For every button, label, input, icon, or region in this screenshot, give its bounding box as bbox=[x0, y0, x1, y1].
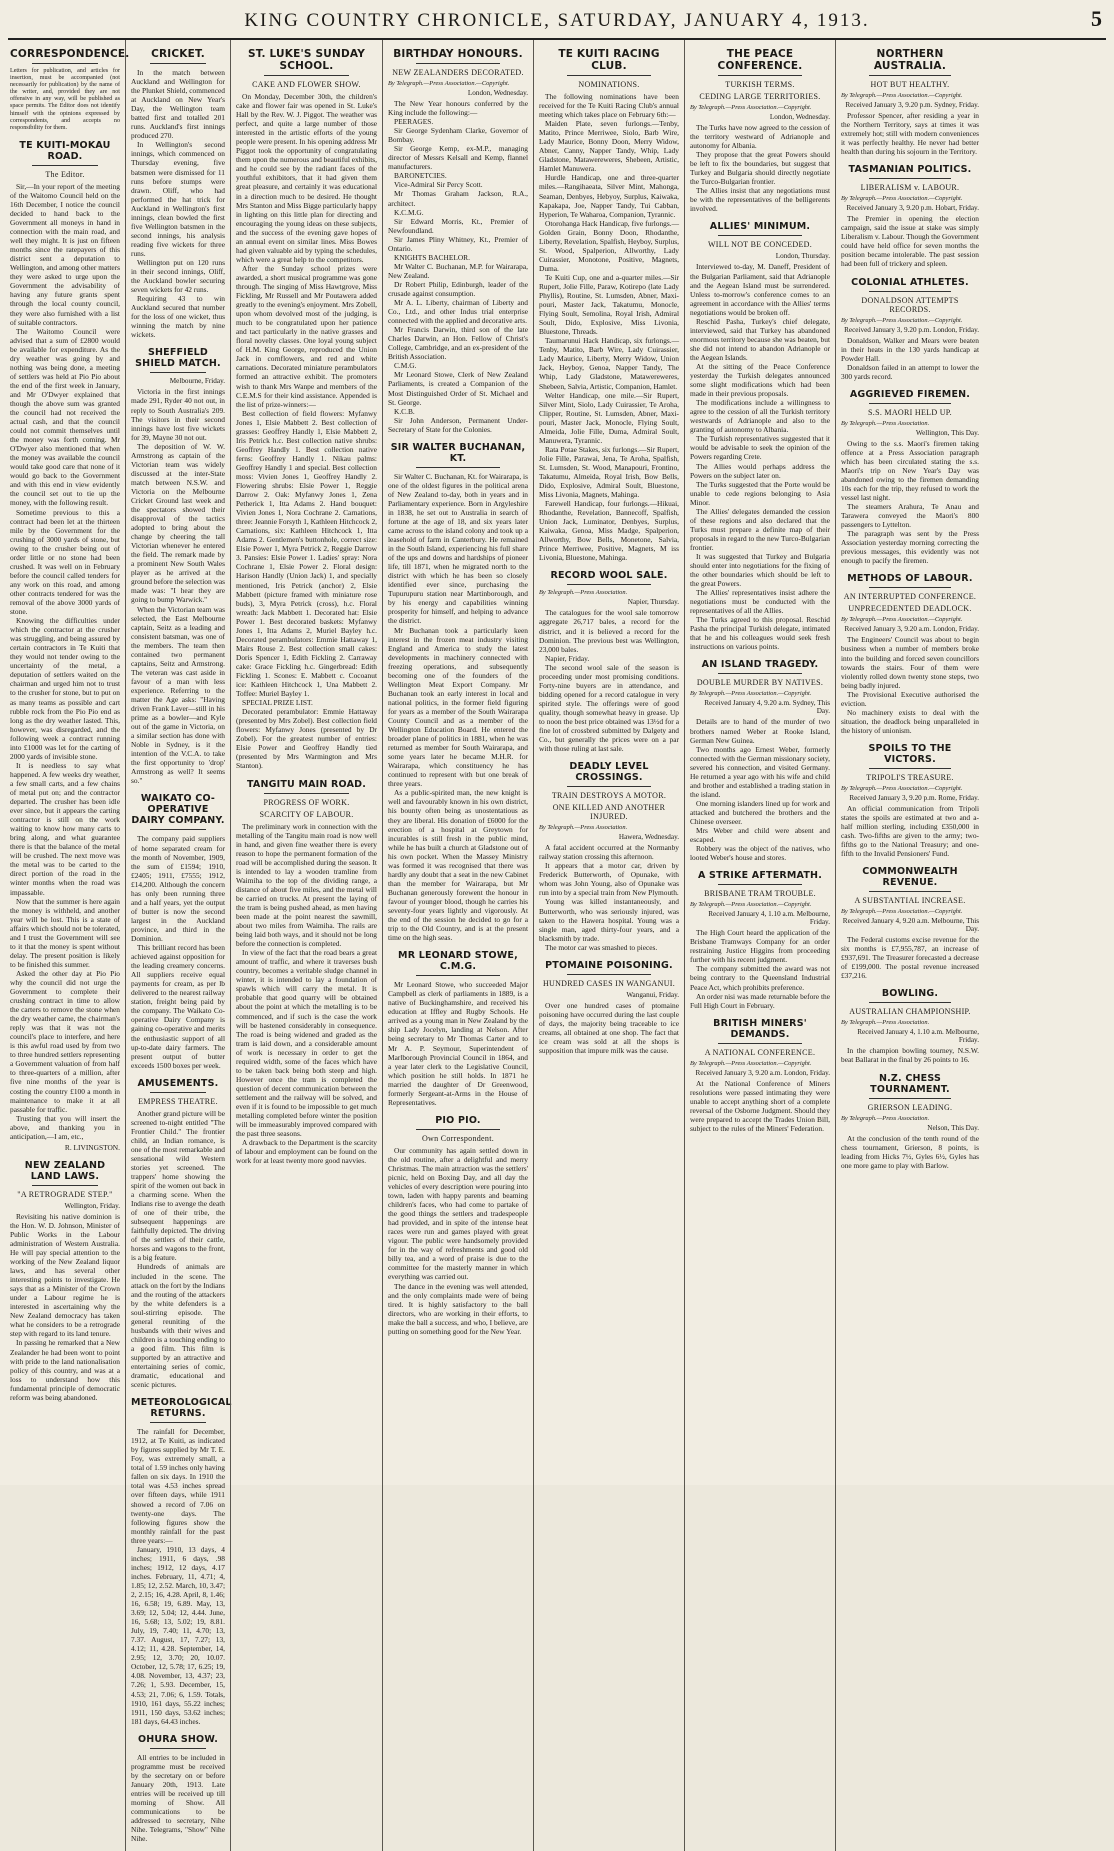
headline-rule bbox=[32, 63, 98, 64]
paragraph: KNIGHTS BACHELOR. bbox=[394, 252, 470, 262]
paragraph: Napier, Friday. bbox=[545, 653, 590, 663]
paragraph: Donaldson, Walker and Mears were beaten in their heats in the 130 yards handicap at Powder Hall. bbox=[841, 335, 979, 363]
article-headline: TE KUITI RACING CLUB. bbox=[558, 48, 660, 72]
paragraph: Sir James Pliny Whitney, Kt., Premier of Ontario. bbox=[388, 234, 528, 253]
paragraph: The following nominations have been received for the Te Kuiti Racing Club's annual meeting which takes place on February 6th:— bbox=[539, 92, 679, 120]
paragraph: Sir John Anderson, Permanent Under-Secretary of State for the Colonies. bbox=[388, 415, 528, 434]
article bbox=[10, 48, 130, 132]
article-subhead: BRISBANE TRAM TROUBLE. bbox=[704, 889, 816, 899]
article-headline: TE KUITI-MOKAU ROAD. bbox=[19, 139, 111, 162]
article-headline: AGGRIEVED FIREMEN. bbox=[849, 388, 971, 400]
article bbox=[690, 1018, 830, 1133]
article-subhead: DONALDSON ATTEMPTS RECORDS. bbox=[861, 295, 959, 314]
paragraph: The Allies would perhaps address the Powers on the subject later on. bbox=[690, 461, 830, 480]
paragraph: It is needless to say what happened. A few weeks dry weather, a few small carts, and a few chains of metal put on; and the contractor departed. The crusher has been idle ever since, but it appears the carting contractor is still on the work waiting to know how many carts to bring along, and what guarantee there is that the balance of the metal will be crushed. The next move was the metal was to be carted to the direct portion of the road in the winter months when the road was impassable. bbox=[10, 760, 120, 897]
dateline: Wellington, This Day. bbox=[915, 428, 979, 437]
wire-credit: By Telegraph.—Press Association.—Copyright. bbox=[690, 1059, 812, 1067]
column-6 bbox=[684, 40, 835, 1851]
headline-rule bbox=[416, 467, 500, 468]
headline-rule bbox=[264, 793, 349, 794]
headline-rule bbox=[869, 891, 952, 892]
dateline: Nelson, This Day. bbox=[927, 1123, 979, 1132]
article-subhead: Own Correspondent. bbox=[421, 1133, 495, 1143]
paragraph: At the sitting of the Peace Conference yesterday the Turkish delegates announced some slight modifications which had been made in their previous proposals. bbox=[690, 361, 830, 399]
article-headline: METHODS OF LABOUR. bbox=[847, 573, 973, 585]
wire-credit: By Telegraph.—Press Association.—Copyright. bbox=[841, 92, 963, 99]
article-headline: METEOROLOGICAL RETURNS. bbox=[131, 1397, 232, 1420]
headline-rule bbox=[869, 75, 952, 76]
headline-rule bbox=[416, 1129, 500, 1130]
paragraph: Sir Edward Morris, Kt., Premier of Newfoundland. bbox=[388, 216, 528, 235]
article bbox=[131, 1397, 232, 1726]
paragraph: Trusting that you will insert the above, and thanking you in anticipation,—I am, etc., bbox=[10, 1113, 120, 1141]
paragraph: The Allies insist that any negotiations must be with the representatives of the belligerents involved. bbox=[690, 186, 830, 214]
paragraph: K.C.B. bbox=[394, 406, 415, 416]
paragraph: Decorated perambulator: Emmie Hattaway (presented by Mrs Zobel). Best collection field flowers: Myfanwy Jones (presented by Dr Zobel). For the greatest number of entries: Elsie Power and Geoffrey Handly tied (presented by Mrs Warmington and Mrs Stanton). bbox=[236, 707, 377, 771]
paragraph: The Federal customs excise revenue for the six months is £7,955,787, an increase of £937,691. The Treasurer forecasted a decrease of £199,000. The postal revenue increased £37,216. bbox=[841, 935, 979, 981]
paragraph: Mr A. L. Liberty, chairman of Liberty and Co., Ltd., and other Indus trial enterprise connected with the applied and decorative arts. bbox=[388, 298, 528, 326]
wire-credit: By Telegraph.—Press Association.—Copyright. bbox=[690, 690, 812, 698]
dateline: Hawera, Wednesday. bbox=[618, 833, 679, 842]
paragraph: Young was killed instantaneously, and Butterworth, who was seriously injured, was taken to the Hawera hospital. Young was a single man, aged thirty-four years, and a blacksmith by trade. bbox=[539, 897, 679, 943]
wire-credit: By Telegraph.—Press Association.—Copyright. bbox=[841, 908, 963, 916]
column-5 bbox=[533, 40, 684, 1851]
dateline: Received January 4, 1.10 a.m. Melbourne, Friday. bbox=[857, 1028, 979, 1045]
paragraph: The preliminary work in connection with the metalling of the Tangitu main road is now well in hand, and given fine weather there is every reason to hope the permanent formation of the road will be accomplished during the season. It is intended to lay a wooden tramline from Waimiha to the top of the dividing range, a distance of about five miles, and the metal will be carried on trucks. At present the laying of the tram is being pushed ahead, as men having been made at the point nearest the sawmill, about two miles from Waimiha. The rails are being laid both ways, and it should not be long before the connection is completed. bbox=[236, 821, 377, 949]
paragraph: At the National Conference of Miners resolutions were passed intimating they were unable to accept anything short of a complete reversal of the Osborne Judgment. Should they were prepared to accept the Trades Union Bill, subject to the rules of the Miners' Federation. bbox=[690, 1078, 830, 1133]
paragraph: In the match between Auckland and Wellington for the Plunket Shield, commenced at Auckland on New Year's Day, the Wellington team batted first and totalled 201 runs. Auckland's first innings produced 270. bbox=[131, 68, 225, 141]
article-headline: AMUSEMENTS. bbox=[137, 1077, 219, 1089]
article bbox=[539, 761, 679, 952]
article bbox=[131, 1734, 225, 1843]
paragraph: The Allies' delegates demanded the cession of these regions and also declared that the Turks must prepare a definite map of their proposals in regard to the new Turco-Bulgarian frontier. bbox=[690, 506, 830, 552]
article-subhead: HOT BUT HEALTHY. bbox=[870, 80, 950, 89]
article bbox=[690, 659, 830, 862]
article-headline: THE PEACE CONFERENCE. bbox=[717, 48, 803, 72]
dateline: Received January 3, 9.20 a.m. London, Friday. bbox=[695, 1068, 830, 1077]
article-subhead: LIBERALISM v. LABOUR. bbox=[860, 183, 960, 193]
dateline: Napier, Thursday. bbox=[627, 598, 679, 607]
article-headline: BOWLING. bbox=[881, 988, 939, 1000]
paragraph: After the Sunday school prizes were awarded, a short musical programme was gone through. The singing of Miss Hawtgrove, Miss Fickling, Mr Russell and Mr Poutawera added greatly to the evening's enjoyment. Mrs Zobell, upon whom devolved most of the judging, is much to be congratulated upon her patience and tact particularly in the native grasses and floral novelty classes. One loyal young subject of H.M. King George, reproduced the Union Jack in cornflowers, and red and white carnations. Decorated miniature perambulators formed an attractive exhibit. The promoters wish to thank Mrs Wanpe and members of the C.E.M.S for their kind assistance. Appended is the list of prize-winners:— bbox=[236, 263, 377, 409]
paragraph: When the Victorian team was selected, the East Melbourne captain, Seitz as a leading and consistent batsman, was one of the members. The team then contained two permanent captains, Seitz and Armstrong. The veteran was cast aside in favour of a man with less experience. Referring to the matter the Age asks: "Having driven Frank Laver—still in his prime as a bowler—and Kyle out of the game in Victoria, on a similar section has done with Noble in Sydney, is it the intention of the V.C.A. to take the first opportunity to 'drop' Armstrong as well? It seems so." bbox=[131, 604, 225, 786]
wire-credit: By Telegraph.—Press Association.—Copyright. bbox=[841, 616, 963, 624]
paragraph: The deposition of W. W. Armstrong as captain of the Victorian team was widely discussed at the inter-State match between N.S.W. and Victoria on the Melbourne Cricket Ground last week and the spectators showed their disapproval of the tactics adopted to bring about the change by cheering the tall Victorian whenever he entered the field. The remark made by a prominent New South Wales player as he arrived at the ground before the selection was made was: "I hear they are going to bump Warwick." bbox=[131, 441, 225, 605]
paragraph: Robbery was the object of the natives, who looted Weber's house and stores. bbox=[690, 844, 830, 863]
paragraph: The Turkish representatives suggested that it would be advisable to seek the opinion of the Powers regarding Crete. bbox=[690, 434, 830, 462]
paragraph: The steamers Arahura, Te Anau and Tarawera conveyed the Maori's 800 passengers to Lyttelton. bbox=[841, 502, 979, 530]
paragraph: It was suggested that Turkey and Bulgaria should enter into negotiations for the fixing of the other boundaries which should be left to the great Powers. bbox=[690, 551, 830, 589]
headline-rule bbox=[264, 75, 349, 76]
headline-rule bbox=[150, 372, 206, 373]
wire-credit: By Telegraph.—Press Association. bbox=[841, 1114, 930, 1122]
paragraph: Reschid Pasha, Turkey's chief delegate, interviewed, said that Turkey has abandoned enormous territory because she was beaten, but she did not intend to abandon Adrianople or the Aegean Islands. bbox=[690, 316, 830, 362]
paragraph: One morning islanders lined up for work and attacked and butchered the brothers and the Chinese overseer. bbox=[690, 798, 830, 826]
article-headline: WAIKATO CO-OPERATIVE DAIRY COMPANY. bbox=[131, 793, 225, 827]
article-headline: BIRTHDAY HONOURS. bbox=[393, 48, 523, 60]
paragraph: The modifications include a willingness to agree to the cession of all the Turkish territory westwards of Adrianople and also to the granting of autonomy to Albania. bbox=[690, 398, 830, 435]
article bbox=[841, 1073, 979, 1170]
article bbox=[388, 950, 528, 1107]
dateline: Received January 3, 9.20 p.m. Hobart, Friday. bbox=[846, 204, 979, 213]
paragraph: Interviewed to-day, M. Daneff, President of the Bulgarian Parliament, said that Adrianople and the Aegean Island must be surrendered. Unless to-morrow's conference comes to an agreement in accordance with the Allies' terms negotiations would be broken off. bbox=[690, 262, 830, 317]
paragraph: Sir George Kemp, ex-M.P., managing director of Messrs Kelsall and Kemp, flannel manufacturers. bbox=[388, 144, 528, 172]
paragraph: In view of the fact that the road bears a great amount of traffic, and where it traverses bush country, becomes a veritable sludge channel in winter, it is intended to lay a foundation of spawls which will carry the metal. It is probable that good quarry will be obtained about the point at which the metalling is to be commenced, and if such is the case the work will be hastened considerably in consequence. The road is being widened and graded as the tram is laid down, and a considerable amount of work is necessary in order to get the required width, some of the faces which have to be taken back being both steep and high. However once the tram is completed the question of decent communication between the settlement and the railway will be solved, and even if it is found to be impossible to get much metalling completed before winter the position will be immeasurably improved compared with the past three seasons. bbox=[236, 948, 377, 1139]
paragraph: Mr Thomas Graham Jackson, R.A., architect. bbox=[388, 189, 528, 208]
wire-credit: By Telegraph.—Press Association. bbox=[539, 824, 628, 832]
headline-rule bbox=[718, 235, 802, 236]
wire-credit: By Telegraph.—Press Association.—Copyright. bbox=[841, 784, 963, 792]
paragraph: Otorohanga Hack Handicap, five furlongs.—Golden Grain, Bonny Doon, Rhodanthe, Liberty, Revelation, Spalfish, Heyboy, Surplus, St. Wood, Spalperion, Allworthy, Lady Cuirassier, Monotone, Positive, Magnets, Duma. bbox=[539, 218, 679, 273]
paragraph: Professor Spencer, after residing a year in the Northern Territory, says at times it was extremely hot; still with modern conveniences it was perfectly healthy. He never had better health than during his sojourn in the Territory. bbox=[841, 111, 979, 157]
article-subhead: AUSTRALIAN CHAMPIONSHIP. bbox=[849, 1007, 971, 1017]
headline-rule bbox=[869, 403, 952, 404]
dateline: Received January 3, 9.20 p.m. Rome, Friday. bbox=[849, 793, 979, 802]
paragraph: A drawback to the Department is the scarcity of labour and employment can be found on the work for at least twenty more good navvies. bbox=[236, 1138, 377, 1166]
article-subhead: CEDING LARGE TERRITORIES. bbox=[699, 92, 821, 101]
paragraph: The Provisional Executive authorised the eviction. bbox=[841, 689, 979, 708]
article bbox=[841, 743, 979, 858]
wire-credit: By Telegraph.—Press Association.—Copyright. bbox=[690, 901, 812, 909]
article bbox=[539, 48, 679, 562]
article-headline: SIR WALTER BUCHANAN, KT. bbox=[390, 441, 526, 464]
dateline: Received January 3, 9.20 p.m. Sydney, Friday. bbox=[845, 101, 979, 109]
article-subhead: SCARCITY OF LABOUR. bbox=[259, 809, 354, 819]
headline-rule bbox=[718, 673, 802, 674]
paragraph: In passing he remarked that a New Zealander he had been wont to point with pride to the land nationalisation policy of this country, and was at a loss to understand how this fundamental principle of democratic reform was being abandoned. bbox=[10, 1338, 120, 1402]
article-headline: MR LEONARD STOWE, C.M.G. bbox=[398, 950, 518, 973]
article-subhead: PROGRESS OF WORK. bbox=[263, 797, 350, 807]
article-subhead: A NATIONAL CONFERENCE. bbox=[704, 1047, 816, 1057]
paragraph: Now that the summer is here again the money is withheld, and another year will be lost. This is a state of affairs which should not be tolerated, and I trust the Government will see to it that the money is spent without delay. The present position is likely to be finished this summer. bbox=[10, 896, 120, 969]
article-headline: DEADLY LEVEL CROSSINGS. bbox=[569, 761, 649, 784]
paragraph: It appears that a motor car, driven by Frederick Butterworth, of Opunake, with whom was John Young, also of Opunake was run into by a special train from New Plymouth. bbox=[539, 861, 679, 898]
dateline: Received January 3, 9.20 p.m. London, Friday. bbox=[844, 325, 979, 334]
paragraph: Vice-Admiral Sir Percy Scott. bbox=[394, 180, 483, 190]
headline-rule bbox=[567, 786, 651, 787]
paragraph: The Waitomo Council were advised that a sum of £2800 would be available for expenditure. As the dry weather was going by and nothing was being done, a meeting of settlers was held at Pio Pio about the end of the first week in January, and Mr O'Dwyer explained that though the above sum was granted the council had not received the actual cash, and that the council could not commit themselves until the money was forth coming. Mr O'Dwyer also mentioned that when the money was available the council would take good care that none of it would go back to the Government and with this end in view evidently the council set out to tie up the money, with the following result. bbox=[10, 326, 120, 508]
article bbox=[539, 570, 679, 753]
paragraph: Over one hundred cases of ptomaine poisoning have occurred during the last couple of days, the majority being traceable to ice creams, all obtained at one shop. The fact that ice cream was sold at all the shops is supposition that impure milk was the cause. bbox=[539, 1000, 679, 1055]
headline-rule bbox=[150, 829, 206, 830]
headline-rule bbox=[416, 975, 500, 976]
paragraph: Details are to hand of the murder of two brothers named Weber at Rooke Island, German New Guinea. bbox=[690, 717, 830, 745]
article bbox=[388, 442, 528, 942]
headline-rule bbox=[32, 165, 98, 166]
dateline: Received January 3, 9.20 a.m. London, Friday. bbox=[844, 625, 979, 634]
paragraph: Revisiting his native dominion is the Hon. W. D. Johnson, Minister of Public Works in the Labour administration of Western Australia. He will pay special attention to the working of the New Zealand liquor laws, and has several other interesting points to investigate. He says that as a Minister of the Crown under a Labour regime he is interested in ascertaining why the New Zealand democracy has taken what he considers to be a retrograde step with regard to its land tenure. bbox=[10, 1211, 120, 1339]
editorial-notice: Letters for publication, and articles for insertion, must be accompanied (not necessarily for publication) by the name of the writer, and, provided they are not offensive in any way, will be published as space permits. The Editor does not identify himself with the opinions expressed by correspondents, and accepts no responsibility for them. bbox=[10, 68, 120, 131]
article-subhead: HUNDRED CASES IN WANGANUI. bbox=[542, 978, 676, 988]
paragraph: Sir,—In your report of the meeting of the Waitomo Council held on the 16th December, I notice the council decided to hand back to the Government all moneys in hand in connection with the main road, and well they might. It is just on fifteen months since the ratepayers of this district sent a deputation to Wellington, and among other matters they were asked to urge upon the Government the advisability of having any future grants spent through the local county council, they were also furnished with a list of suitable contractors. bbox=[10, 181, 120, 327]
paragraph: They propose that the great Powers should be left to fix the boundaries, but suggest that Turkey and Bulgaria should directly negotiate the Turco-Bulgarian frontier. bbox=[690, 150, 830, 187]
paragraph: Sir Walter C. Buchanan, Kt. for Wairarapa, is one of the oldest figures in the political arena of New Zealand to-day, both in years and in Parliamentary experience. Born in Argyleshire in 1838, he set out to Australia in search of fortune at the age of 18, and six years later came across to the island colony and took up a leasehold of farm in Canterbury. He remained in the South Island, experiencing his full share of the ups and downs and hardships of pioneer life, till 1871, when he migrated north to the district with which he has been so closely identified ever since, purchasing the Tupurupuru station near Martinborough, and by his energy and capabilities winning prosperity for himself, and helping to advance the district. bbox=[388, 471, 528, 626]
article bbox=[690, 221, 830, 651]
paragraph: The Premier in opening the election campaign, said the issue at stake was simply Liberalism v. Labour. Though the Government could have held office for seven months the position became intolerable. The past session had been full of trickery and spleen. bbox=[841, 214, 979, 269]
paragraph: SPECIAL PRIZE LIST. bbox=[242, 698, 313, 708]
paragraph: Sir George Sydenham Clarke, Governor of Bombay. bbox=[388, 126, 528, 145]
paragraph: The second wool sale of the season is proceeding under most promising conditions. Forty-nine buyers are in attendance, and bidding opened for a record catalogue in very spirited style. The offerings were of good quality, though somewhat heavy in grease. Up to noon the best price obtained was 13½d for a fine lot of crossbred submitted by Dalgety and Co., but generally the prices were on a par with those ruling at last sale. bbox=[539, 662, 679, 754]
paragraph: This brilliant record has been achieved against opposition for the leading creamery concerns. All suppliers receive equal payments for cream, as per lb delivered to the nearest railway station, freight being paid by the company. The Waikato Co-operative Dairy Company is gaining co-operative and merits the enthusiastic support of all up-to-date dairy farmers. The present output of butter exceeds 1500 boxes per week. bbox=[131, 943, 225, 1070]
dateline: London, Wednesday. bbox=[769, 113, 830, 121]
paragraph: The company paid suppliers of home separated cream for the month of November, 1909, the sum of £1594; 1910, £2405; 1911, £7555; 1912, £14,200. Although the concern has only been running three and a half years, yet the output of butter is now the second largest in the Auckland province, and third in the Dominion. bbox=[131, 834, 225, 943]
wire-credit: By Telegraph.—Press Association. bbox=[841, 1019, 930, 1027]
paragraph: Donaldson failed in an attempt to lower the 300 yards record. bbox=[841, 362, 979, 381]
page-number: 5 bbox=[1091, 6, 1102, 31]
paragraph: Dr Robert Philip, Edinburgh, leader of the crusade against consumption. bbox=[388, 279, 528, 298]
article-subhead: UNPRECEDENTED DEADLOCK. bbox=[848, 604, 972, 614]
article-subhead: TRAIN DESTROYS A MOTOR. bbox=[551, 791, 667, 801]
article-subhead: NEW ZEALANDERS DECORATED. bbox=[392, 68, 524, 77]
article bbox=[841, 573, 979, 735]
article bbox=[10, 140, 120, 1152]
article-headline: OHURA SHOW. bbox=[137, 1733, 219, 1745]
paragraph: As a public-spirited man, the new knight is well and favourably known in his own district, his bounty often being as unostentatious as they are liberal. His donation of £6000 for the erection of a hospital at Greytown for incurables is still fresh in the public mind, while he has built a church at Gladstone out of his own pocket. When the Massey Ministry was formed it was recognised that there was hardly any doubt that a seat in the new Cabinet than the member for Wairarapa, but Mr Buchanan generously forewent the honour in favour of younger blood, though he carries his seventy-four years lightly and vigorously. At the end of the session he decided to go for a trip to the Old Country, and is at the present time on the high seas. bbox=[388, 788, 528, 943]
article-headline: SPOILS TO THE VICTORS. bbox=[868, 742, 952, 765]
headline-rule bbox=[718, 884, 802, 885]
article-subhead: CAKE AND FLOWER SHOW. bbox=[252, 80, 361, 89]
paragraph: Mr Walter C. Buchanan, M.P. for Wairarapa, New Zealand. bbox=[388, 261, 528, 280]
article bbox=[841, 988, 979, 1064]
article-headline: COMMONWEALTH REVENUE. bbox=[862, 866, 958, 889]
paragraph: Best collection of field flowers: Myfanwy Jones 1, Elsie Mabbett 2. Best collection of grasses: Geoffrey Handly 1, Elsie Mabbett 2, Iris Petrick h.c. Best collection native shrubs: Geoffrey Handly 1. Best collection native ferns: Geoffrey Handly 1. Nikau palms: Geoffrey Handly 1 and special. Best collection moss: Vivien Jones 1, Geoffrey Handly 2. Flowering shrubs: Elsie Power 1, Reggie Darrow 2. Oak: Myfanwy Jones 1, Zena Petherick 1, Itta Adams 2. Hand bouquet: Vivien Jones 1, Nora Cochrane 2. Carnations, three: Jeannie Forsyth 1, Kathleen Hitchcock 2, Carnations, six: Kathleen Hitchcock 1, Itta Adams 2. Gentlemen's buttonhole, correct size: Elsie Power 1, Myra Petrick 2, Reggie Darrow 3. Pansies: Elsie Power 1. Ladies' spray: Nora Cochrane 1, Elsie Power 2. Floral design: Harison Handly (Union Jack) 1, and specially mentioned, Iris Petrick (anchor) 2, Elsie Mabbett (picture framed with miniature rose buds), 3, Myra Petrick (cross), h.c. Floral wreath: Jack Mabbett 1. Decorated hat: Elsie Power 1. Best decorated baskets: Myfanwy Jones 1, Itta Adams 2, Muriel Bayley h.c. Decorated perambulators: Emmie Hattaway 1, Mairs Rouse 2. Best collection small cakes: Doris Spencer 1, Edith Fickling 2. Carraway cake: Grace Fickling h.c. Gingerbread: Edith Fickling 1. Scones: E. Mabbett c. Cocoanut ice: Kathleen Hitchcock 1, Una Mabbett 2. Toffee: Muriel Bayley 1. bbox=[236, 408, 377, 699]
paragraph: C.M.G. bbox=[394, 361, 417, 371]
article-subhead: The Editor. bbox=[45, 169, 85, 179]
article-subhead: "A RETROGRADE STEP." bbox=[17, 1189, 113, 1199]
paragraph: The Engineers' Council was about to begin business when a number of members broke into the building and forced seven councillors towards the stairs. Four of them were violently rolled down twenty stone steps, two being badly injured. bbox=[841, 635, 979, 690]
paragraph: The Turks have now agreed to the cession of the territory westward of Adrianople and autonomy for Albania. bbox=[690, 123, 830, 151]
signoff: R. LIVINGSTON. bbox=[64, 1142, 120, 1152]
article bbox=[131, 48, 225, 339]
masthead bbox=[8, 4, 1106, 40]
wire-credit: By Telegraph.—Press Association.—Copyright. bbox=[841, 316, 963, 324]
article-headline: CORRESPONDENCE. bbox=[10, 48, 130, 60]
article-headline: AN ISLAND TRAGEDY. bbox=[701, 659, 819, 671]
article bbox=[539, 960, 679, 1055]
paragraph: Mr Leonard Stowe, Clerk of New Zealand Parliaments, is created a Companion of the Most Distinguished Order of St. Michael and St. George. bbox=[388, 370, 528, 407]
article-headline: SHEFFIELD SHIELD MATCH. bbox=[135, 347, 221, 370]
article-headline: TANGITU MAIN ROAD. bbox=[246, 778, 367, 790]
paragraph: All entries to be included in programme must be received by the secretary on or before January 20th, 1913. Late entries will be received up till morning of Show. All communications to be addressed to secretary, Nihe Nihe. Telegrams, "Show" Nihe Nihe. bbox=[131, 1752, 225, 1844]
article bbox=[236, 48, 377, 771]
headline-rule bbox=[150, 1422, 206, 1423]
column-2 bbox=[125, 40, 230, 1851]
paragraph: The company submitted the award was not being contrary to the Queensland Industrial Peace Act, which prohibits preference. bbox=[690, 964, 830, 992]
article-headline: N.Z. CHESS TOURNAMENT. bbox=[870, 1072, 950, 1095]
paragraph: Sometime previous to this a contract had been let at the thirteen mile by the Government for the crushing of 3000 yards of stone, but owing to the crusher being out of order little or no stone had been crushed. It was well on in February before the council called tenders for any work on this road, and among other contracts tendered for was the removal of the above 3000 yards of stone. bbox=[10, 507, 120, 617]
article-subhead: EMPRESS THEATRE. bbox=[138, 1096, 218, 1106]
paragraph: No machinery exists to deal with the situation, the deadlock being unparalleled in the history of unionism. bbox=[841, 707, 979, 735]
article bbox=[841, 866, 979, 980]
paragraph: Maiden Plate, seven furlongs.—Tenby, Matito, Prince Merriwee, Siolo, Barb Wire, Lady Maurice, Bonny Doon, Merry Widow, Abner, Canny, Napper Tandy, Whip, Lady Gladstone, Matawereweres, Shebeen, Artistic, Hamlet Manuwera. bbox=[539, 119, 679, 174]
headline-rule bbox=[718, 75, 802, 76]
article-headline: PIO PIO. bbox=[435, 1114, 481, 1126]
article-headline: ST. LUKE'S SUNDAY SCHOOL. bbox=[247, 48, 366, 72]
article bbox=[841, 164, 979, 268]
paragraph: Taumarunui Hack Handicap, six furlongs.—Tenby, Matito, Barb Wire, Lady Cuirassier, Lady Maurice, Liberty, Merry Widow, Union Jack, Heyboy, Genoa, Napper Tandy, The Whip, Lady Gladstone, Matawereweres, Shebeen, Salvia, Artistic, Companion, Hamlet. bbox=[539, 336, 679, 391]
headline-rule bbox=[150, 1748, 206, 1749]
paragraph: Mrs Weber and child were absent and escaped. bbox=[690, 826, 830, 845]
article-headline: CRICKET. bbox=[151, 48, 205, 60]
headline-rule bbox=[32, 1185, 98, 1186]
paragraph: Te Kuiti Cup, one and a-quarter miles.—Sir Rupert, Jolie Fille, Paraw, Kotirepo (late Lady Phyllis), Routine, St. Lumsden, Abner, Maxi-pouri, Master Jack, Takatumu, Monocle, Flying Soult, Semolina, Royal Irish, Admiral Soult, Dido, Explosive, Miss Livonia, Bluestone, Threads. bbox=[539, 272, 679, 337]
article-subhead: S.S. MAORI HELD UP. bbox=[868, 407, 952, 417]
headline-rule bbox=[869, 1098, 952, 1099]
headline-rule bbox=[150, 1092, 206, 1093]
paragraph: Wellington put on 120 runs in their second innings, Oliff, the Auckland bowler securing seven wickets for 42 runs. bbox=[131, 257, 225, 295]
paragraph: Asked the other day at Pio Pio why the council did not urge the Government to complete their crushing contract in time to allow the carters to remove the stone when the dry weather came, the chairman's reply was that it was not the council's place to interfere, and here is this awful road used by from two to three hundred settlers representing a Government valuation of from half to three-quarters of a million, after five nine months of the year is costing the country £100 a month in maintenance to make it at all passable for traffic. bbox=[10, 968, 120, 1114]
article-headline: COLONIAL ATHLETES. bbox=[851, 276, 969, 288]
article bbox=[131, 793, 225, 1069]
wire-credit: By Telegraph.—Press Association.—Copyright. bbox=[690, 104, 812, 111]
column-7 bbox=[835, 40, 984, 1851]
article-subhead: ONE KILLED AND ANOTHER INJURED. bbox=[552, 803, 666, 822]
article-subhead: AN INTERRUPTED CONFERENCE. bbox=[843, 592, 977, 602]
headline-rule bbox=[869, 178, 952, 179]
paragraph: A fatal accident occurred at the Normanby railway station crossing this afternoon. bbox=[539, 843, 679, 862]
article-headline: BRITISH MINERS' DEMANDS. bbox=[713, 1017, 807, 1040]
article bbox=[10, 1160, 120, 1402]
dateline: Received January 4, 9.20 a.m. Melbourne, This Day. bbox=[842, 917, 979, 934]
article-headline: PTOMAINE POISONING. bbox=[545, 959, 673, 971]
column-3 bbox=[230, 40, 382, 1851]
article-subhead: TRIPOLI'S TREASURE. bbox=[866, 772, 954, 782]
article-subhead: A SUBSTANTIAL INCREASE. bbox=[854, 896, 966, 906]
paragraph: PEERAGES. bbox=[394, 117, 434, 127]
paragraph: Welter Handicap, one mile.—Sir Rupert, Silver Mint, Siolo, Lady Cuirassier, Te Aroha, Clipper, Routine, St. Lumsden, Abner, Maxi-pouri, Master Jack, Monocle, Flying Soult, Almeida, Jolie Fille, Duma, Admiral Soult, Manuwera, Tyrannic. bbox=[539, 390, 679, 445]
article-headline: ALLIES' MINIMUM. bbox=[709, 221, 811, 233]
article-subhead: TURKISH TERMS. bbox=[725, 80, 795, 89]
masthead-title: KING COUNTRY CHRONICLE, SATURDAY, JANUARY 4, 1913. bbox=[244, 10, 870, 31]
article-headline: TASMANIAN POLITICS. bbox=[848, 164, 972, 176]
paragraph: Another grand picture will be screened to-night entitled "The Frontier Child." The frontier child, an Indian romance, is one of the most remarkable and sensational wild Western stories yet screened. The trappers' home showing the spirit of the women out back in a charming scene. When the Indians rise to avenge the death of one of their tribe, the subsequent happenings are faithfully depicted. The driving of the settlers of their cattle, horses and wagons to the front, is a big feature. bbox=[131, 1108, 225, 1263]
paragraph: The motor car was smashed to pieces. bbox=[545, 942, 658, 952]
paragraph: The Turks suggested that the Porte would be unable to cede regions belonging to Asia Minor. bbox=[690, 479, 830, 507]
paragraph: An order nisi was made returnable before the Full High Court in February. bbox=[690, 991, 830, 1010]
wire-credit: By Telegraph.—Press Association. bbox=[841, 419, 930, 427]
paragraph: Mr Francis Darwin, third son of the late Charles Darwin, an Hon. Fellow of Christ's College, Cambridge, and an ex-president of the British Association. bbox=[388, 325, 528, 362]
paragraph: Our community has again settled down in the old routine, after a delightful and merry Christmas. The main attraction was the settlers' picnic, held on Boxing Day, and all day the vehicles of every description were pouring into town, laden with happy parents and beaming children's faces, who had come to partake of the good things the settlers and tradespeople had provided, and in spite of the intense heat races were run and games played with great vigour. The public were handsomely provided for in the way of refreshments and good old billy tea, and a word of praise is due to the committee for the masterly manner in which everything was carried out. bbox=[388, 1145, 528, 1282]
article-subhead: GRIERSON LEADING. bbox=[867, 1102, 953, 1112]
article bbox=[388, 48, 528, 434]
paragraph: The High Court heard the application of the Brisbane Tramways Company for an order restraining Justice Higgins from proceeding further with his recent judgment. bbox=[690, 928, 830, 965]
article-subhead: NOMINATIONS. bbox=[578, 80, 640, 89]
paragraph: The New Year honours conferred by the King include the following:— bbox=[388, 99, 528, 118]
headline-rule bbox=[718, 1043, 802, 1044]
headline-rule bbox=[416, 63, 500, 64]
headline-rule bbox=[150, 63, 206, 64]
paragraph: The paragraph was sent by the Press Association yesterday morning correcting the previous messages, this evidently was not enough to pacify the firemen. bbox=[841, 529, 979, 566]
article-subhead: DOUBLE MURDER BY NATIVES. bbox=[696, 678, 824, 688]
paragraph: BARONETCIES. bbox=[394, 171, 447, 181]
article bbox=[690, 870, 830, 1009]
paragraph: January, 1910, 13 days, 4 inches; 1911, 6 days, .98 inches; 1912, 12 days, 4.17 inches. February, 11, 4.71; 4, 1.85; 12, 2.52. March, 10, 3.47; 2, 2.15; 16, 4.28. April, 8, 1.46; 16, 6.58; 19, 6.89. May, 13, 3.69; 12, 5.04; 12, 4.44. June, 16, 5.68; 13, 5.02; 19, 8.81. July, 19, 7.40; 11, 4.70; 13, 7.37. August, 17, 7.27; 13, 4.12; 11, 4.28. September, 14, 2.95; 12, 3.70; 20, 10.07. October, 12, 5.78; 17, 6.25; 19, 4.08. November, 13, 4.37; 23, 7.26; 1, 5.93. December, 15, 4.53; 21, 7.06; 6, 1.59. Totals, 1910, 161 days, 55.22 inches; 1911, 150 days, 53.62 inches; 181 days, 64.43 inches. bbox=[131, 1544, 225, 1726]
article-headline: NORTHERN AUSTRALIA. bbox=[873, 48, 947, 72]
article-headline: A STRIKE AFTERMATH. bbox=[697, 870, 823, 882]
column-1 bbox=[8, 40, 130, 1851]
article bbox=[841, 389, 979, 566]
article-headline: NEW ZEALAND LAND LAWS. bbox=[24, 1159, 106, 1182]
dateline: London, Thursday. bbox=[775, 252, 830, 261]
paragraph: An official communication from Tripoli states the spoils are estimated at two and a-half million sterling, including £350,000 in cash. Two-fifths are given to the army; two-fifths go to the National Treasury; and one-fifth to the Invalid Pensioners' Fund. bbox=[841, 803, 979, 859]
paragraph: Hundreds of animals are included in the scene. The attack on the fort by the Indians and the routing of the attackers by the white defenders is a soul-stirring episode. The general reuniting of the husbands with their wives and children is a touching ending to a good film. This film is supported by an attractive and entertaining series of comic, dramatic, educational and scenic pictures. bbox=[131, 1262, 225, 1390]
headline-rule bbox=[567, 584, 651, 585]
headline-rule bbox=[869, 587, 952, 588]
paragraph: Farewell Handicap, four furlongs.—Hikuai, Rhodanthe, Revelation, Bannecoff, Spalfish, Union Jack, Luminator, Denbyes, Surplus, Kaiwaka, Genoa, Miss Madge, Spalperion, Allworthy, Bow Bells, Monetone, Salvia, Prince Merriwee, Positive, Magnets, M iss Livonia, Bluestone, Mahinga. bbox=[539, 499, 679, 563]
headline-rule bbox=[869, 768, 952, 769]
paragraph: The catalogues for the wool sale tomorrow aggregate 26,717 bales, a record for the district, and it is believed a record for the Dominion. The previous best was Wellington, 23,000 bales. bbox=[539, 608, 679, 654]
paragraph: Knowing the difficulties under which the contractor at the crusher was struggling, and being assured by certain contractors in Te Kuiti that they would not tender owing to the uncertainty of the metal, a deputation of settlers waited on the chairman and urged him not to trust to the crusher for stone, but to put on as many teams as possible and cart rubble rock from the Pio Pio end as long as the dry weather lasted. This, however, was disregarded, and the following week a contract running into £1000 was let for the carting of 2000 yards of invisible stone. bbox=[10, 616, 120, 761]
paragraph: In the champion bowling tourney, N.S.W. beat Ballarat in the final by 26 points to 16. bbox=[841, 1046, 979, 1065]
article bbox=[131, 347, 225, 785]
paragraph: At the conclusion of the tenth round of the chess tournament, Grierson, 8 points, is leading from Hicks 7½, Gyles 6½, Gyles has one more game to play with Barlow. bbox=[841, 1133, 979, 1170]
headline-rule bbox=[567, 75, 651, 76]
headline-rule bbox=[869, 291, 952, 292]
paragraph: The rainfall for December, 1912, at Te Kuiti, as indicated by figures supplied by Mr T. E. Foy, was extremely small, a total of 1.59 inches only having fallen on six days. In 1910 the total was 4.53 inches spread over fifteen days, while 1911 showed a record of 7.06 on twenty-one days. The following figures show the monthly rainfall for the past three years:— bbox=[131, 1427, 225, 1545]
wire-credit: By Telegraph.—Press Association.—Copyright. bbox=[388, 80, 510, 87]
paragraph: Requiring 43 to win Auckland secured that number for the loss of one wicket, thus winning the match by nine wickets. bbox=[131, 294, 225, 340]
paragraph: On Monday, December 30th, the children's cake and flower fair was opened in St. Luke's Hall by the Rev. W. J. Piggot. The weather was perfect, and quite a large number of those interested in the artistic efforts of the young people were present. In his opening address Mr Piggot took the opportunity of congratulating them upon the numerous and beautiful exhibits, and he could see by the radiant faces of the youthful exhibitors, that it had given them great pleasure, and certainly it was educational in a direction much to be desired. He thought Mrs Stanton and Miss Bigge particularly happy in lighting on this little plan for directing and encouraging the young ideas on these subjects, and the success of the evening gave hopes of an annual event on similar lines. Miss Bowes had given valuable aid by typing the schedules, which were a great help to the competitors. bbox=[236, 92, 378, 264]
headline-rule bbox=[869, 1002, 952, 1003]
dateline: Wanganui, Friday. bbox=[626, 990, 679, 999]
paragraph: Mr Leonard Stowe, who succeeded Major Campbell as clerk of parliaments in 1889, is a native of Buckinghamshire, and received his education at Iffley and Rugby Schools. He arrived as a young man in New Zealand by the ship Lady Jocelyn, landing at Nelson. After being secretary to Mr Thomas Carter and to Mr A. P. Seymour, Superintendent of Marlborough Provincial Council in 1864, and a year later clerk to the Legislative Council, which position he still holds. In 1871 he married the daughter of Dr Greenwood, formerly Sergeant-at-Arms in the House of Representatives. bbox=[388, 980, 528, 1107]
dateline: Melbourne, Friday. bbox=[169, 377, 225, 386]
paragraph: K.C.M.G. bbox=[394, 207, 424, 217]
column-4 bbox=[382, 40, 533, 1851]
paragraph: Two months ago Ernest Weber, formerly connected with the German missionary society, severed his connection, and visited Germany. He returned a year ago with his wife and child and brother and established a trading station in the island. bbox=[690, 744, 830, 799]
dateline: Received January 4, 1.10 a.m. Melbourne, Friday. bbox=[708, 910, 830, 927]
article bbox=[131, 1078, 225, 1389]
article bbox=[388, 1115, 528, 1336]
wire-credit: By Telegraph.—Press Association. bbox=[539, 589, 628, 597]
dateline: London, Wednesday. bbox=[467, 89, 528, 97]
paragraph: The dance in the evening was well attended, and the only complaints made were of being tired. It is highly satisfactory to the ball directors, who are working in their efforts, to make the ball a success, and who, I believe, are putting on something good for the New Year. bbox=[388, 1281, 528, 1336]
paragraph: Victoria in the first innings made 291, Ryder 40 not out, in reply to South Australia's 209. The visitors in their second innings have lost five wickets for 39, Mayne 30 not out. bbox=[131, 387, 225, 442]
paragraph: Owing to the s.s. Maori's firemen taking offence at a Press Association paragraph which has been circulated stating the s.s. Maori's trip on New Year's Day was abandoned owing to the firemen demanding 10s each for the trip, they refused to work the vessel last night. bbox=[841, 438, 979, 503]
wire-credit: By Telegraph.—Press Association.—Copyright. bbox=[841, 195, 963, 203]
headline-rule bbox=[567, 974, 651, 975]
article bbox=[236, 779, 377, 1166]
article bbox=[841, 48, 979, 156]
dateline: Wellington, Friday. bbox=[64, 1201, 120, 1210]
paragraph: In Wellington's second innings, which commenced on Thursday evening, five batsmen were dismissed for 11 runs before stumps were drawn. Oliff, who had performed the hat trick for Auckland in Wellington's first innings, clean bowled the first five Wellington batsmen in the second innings, his analysis reading five wickets for three runs. bbox=[131, 140, 225, 258]
columns bbox=[8, 40, 1106, 1844]
article bbox=[690, 48, 830, 213]
paragraph: Mr Buchanan took a particularly keen interest in the frozen meat industry visiting England and America to study the latest developments in machinery connected with freezing operations, and subsequently becoming one of the founders of the Wellington Meat Export Company. Mr Buchanan took an early interest in local and national politics, in the former field figuring for years as a member of the South Wairarapa County Council and as a member of the Wellington Education Board. He entered the broader plane of politics in 1881, when he was returned as member for South Wairarapa, and some years later he became M.H.R. for Wairarapa, which constituency he has continued to represent with but one break of three years. bbox=[388, 625, 528, 789]
paragraph: Rata Potae Stakes, six furlongs.—Sir Rupert, Jolie Fille, Parawai, Jena, Te Aroha, Spalfish, St. Lumsden, St. Wood, Manapouri, Frontino, Takatumu, Almeida, Royal Irish, Bow Bells, Dido, Explosive, Admiral Soult, Bluestone, Miss Livonia, Magnets, Mahinga. bbox=[539, 444, 679, 500]
article-subhead: WILL NOT BE CONCEDED. bbox=[707, 240, 813, 250]
dateline: Received January 4, 9.20 a.m. Sydney, This Day. bbox=[704, 699, 830, 716]
article-headline: RECORD WOOL SALE. bbox=[550, 570, 668, 582]
paragraph: The Turks agreed to this proposal. Reschid Pasha the principal Turkish delegate, intimated that he and his colleagues would seek fresh instructions on various points. bbox=[690, 615, 830, 652]
paragraph: The Allies' representatives insist adhere the negotiations must be conducted with the representatives of all the Allies. bbox=[690, 588, 830, 616]
article bbox=[841, 277, 979, 381]
paragraph: Hurdle Handicap, one and three-quarter miles.—Rangihaeata, Silver Mint, Mahonga, Seaman, Denbyes, Hebyoy, Surplus, Kaiwaka, Kapakapa, Joe, Napper Tandy, Tui Cabban, Hyperion, Te Waharoa, Companion, Tyrannic. bbox=[539, 173, 679, 219]
